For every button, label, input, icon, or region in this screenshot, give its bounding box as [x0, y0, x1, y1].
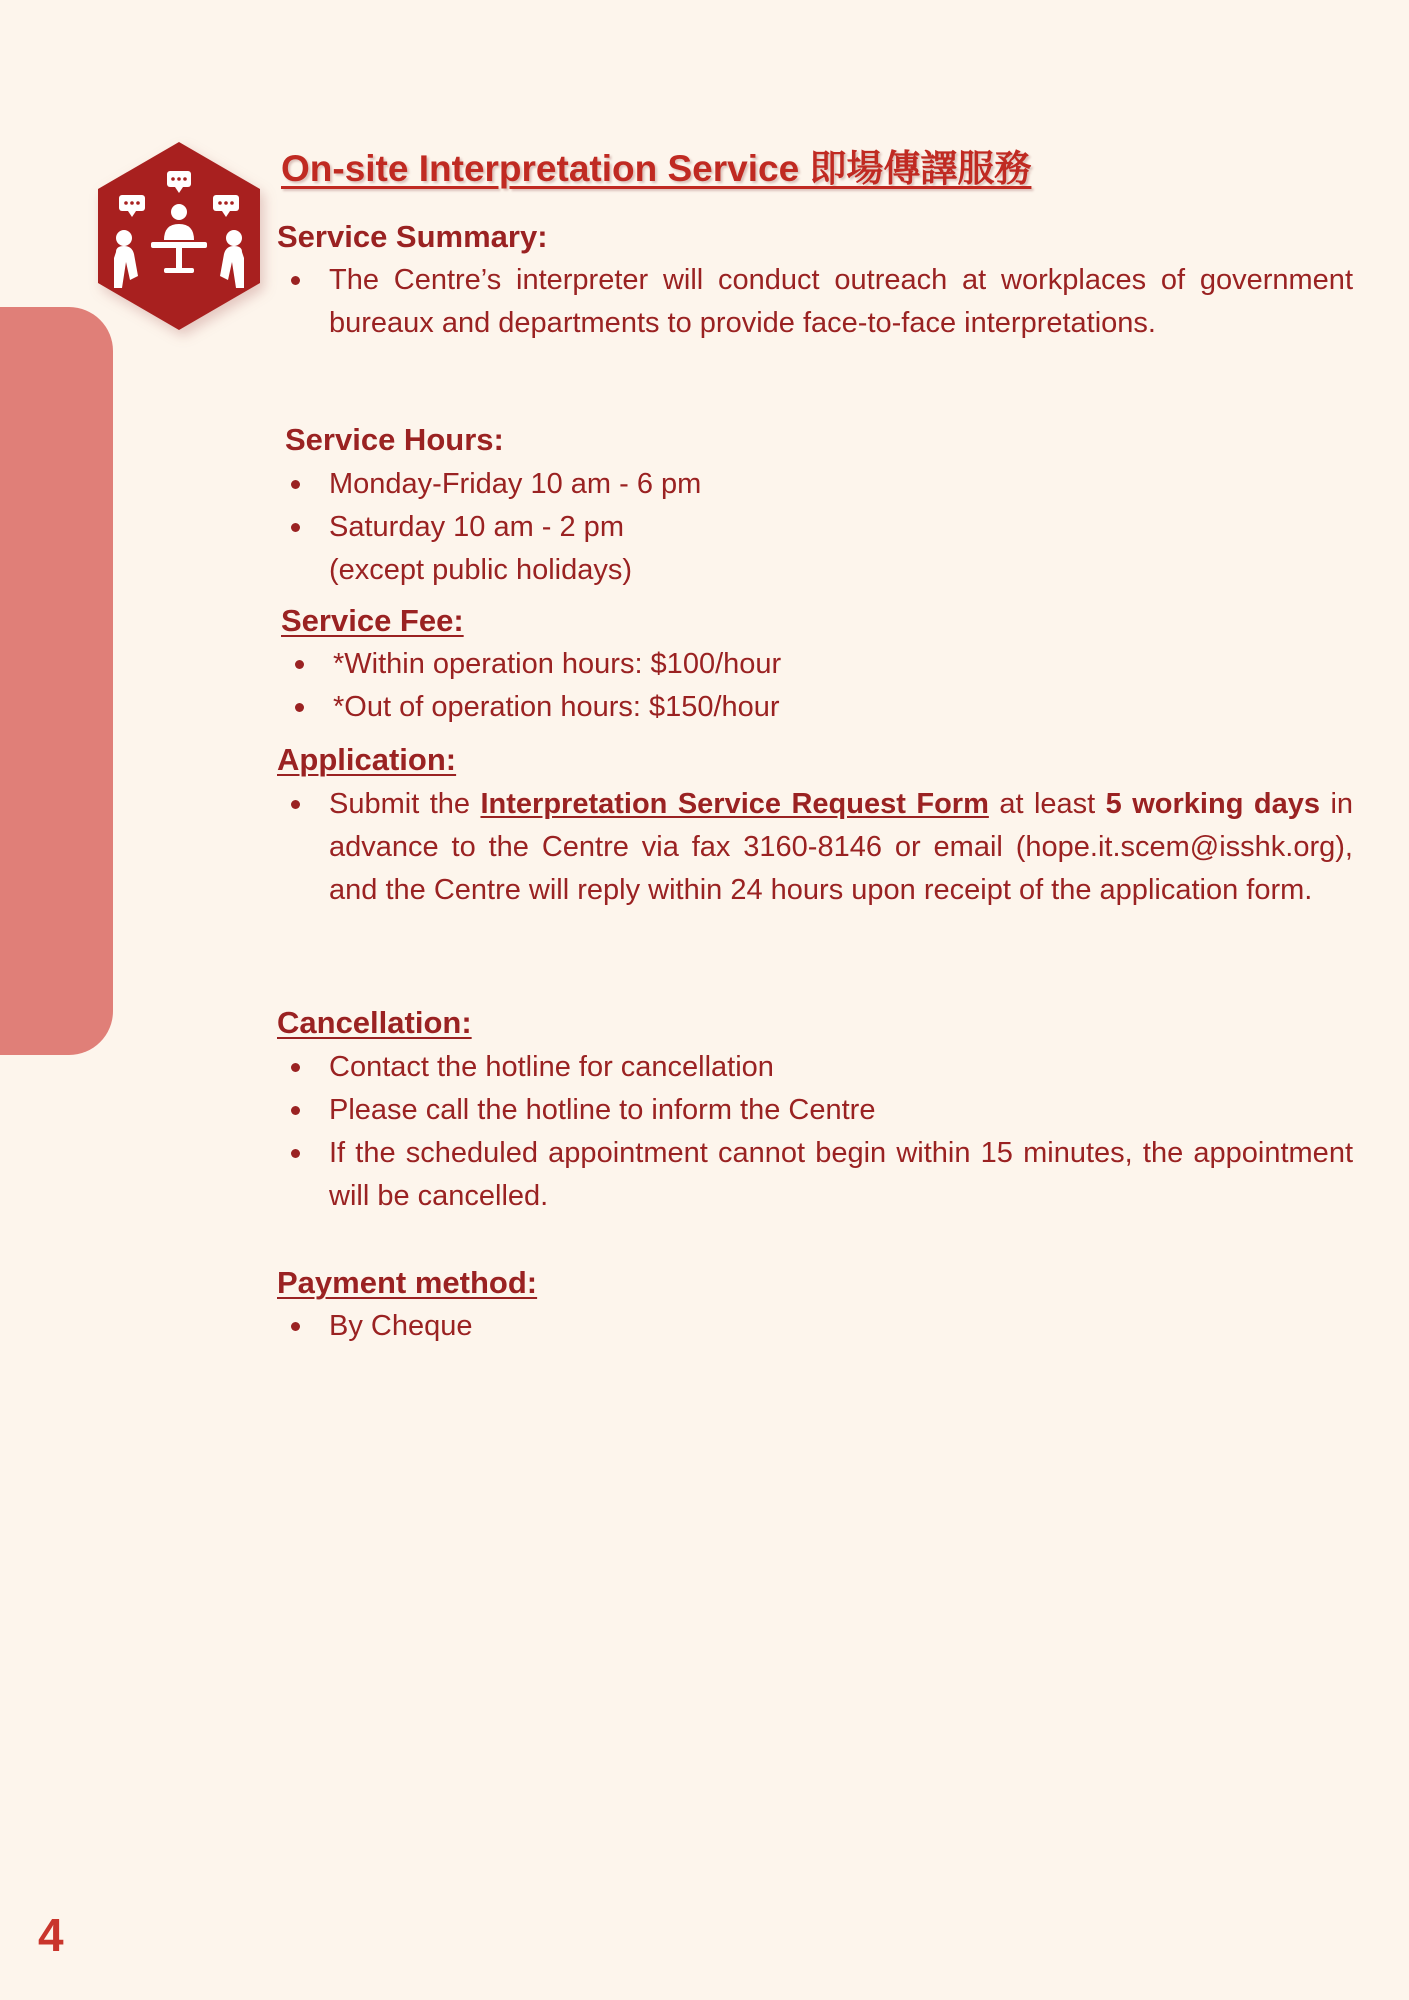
service-hours-heading: Service Hours:	[285, 422, 504, 457]
page-number: 4	[38, 1909, 64, 1961]
list-item: By Cheque	[277, 1305, 1353, 1348]
cancellation-list	[277, 1046, 1353, 1218]
service-hours-note: (except public holidays)	[329, 554, 633, 586]
application-prefix: Submit the	[329, 788, 471, 820]
side-tab-decoration	[0, 307, 113, 1055]
payment-method-list	[277, 1305, 1353, 1348]
service-summary-heading: Service Summary:	[277, 219, 548, 254]
list-item: Please call the hotline to inform the Centre	[277, 1089, 1353, 1132]
list-item: If the scheduled appointment cannot begin within 15 minutes, the appointment will be cancelled.	[277, 1132, 1353, 1218]
list-item: *Out of operation hours: $150/hour	[281, 686, 1353, 729]
application-heading: Application:	[277, 742, 457, 777]
service-fee-heading: Service Fee:	[281, 603, 464, 638]
service-summary-list	[277, 259, 1353, 345]
list-item: Contact the hotline for cancellation	[277, 1046, 1353, 1089]
service-hours-list	[277, 463, 1353, 592]
service-fee-list	[281, 643, 1353, 729]
list-item: Saturday 10 am - 2 pm	[277, 506, 1353, 549]
application-list	[277, 783, 1353, 912]
list-item	[277, 783, 1353, 912]
list-item: The Centre’s interpreter will conduct outreach at workplaces of government bureaux and departments to provide face-to-face interpretations.	[277, 259, 1353, 345]
application-suffix: in advance to the Centre via fax 3160-8146 or email (hope.it.scem@isshk.org), and the Centre will reply within 24 hours upon receipt of the application form.	[329, 788, 1354, 906]
application-middle: at least	[999, 788, 1096, 820]
cancellation-heading: Cancellation:	[277, 1005, 472, 1040]
meeting-interpreter-icon	[94, 140, 264, 332]
payment-method-heading: Payment method:	[277, 1265, 538, 1300]
list-item: *Within operation hours: $100/hour	[281, 643, 1353, 686]
application-deadline: 5 working days	[1105, 788, 1320, 820]
page-title: On-site Interpretation Service 即場傳譯服務	[281, 148, 1032, 189]
request-form-link[interactable]: Interpretation Service Request Form	[480, 788, 989, 820]
list-item: Monday-Friday 10 am - 6 pm	[277, 463, 1353, 506]
